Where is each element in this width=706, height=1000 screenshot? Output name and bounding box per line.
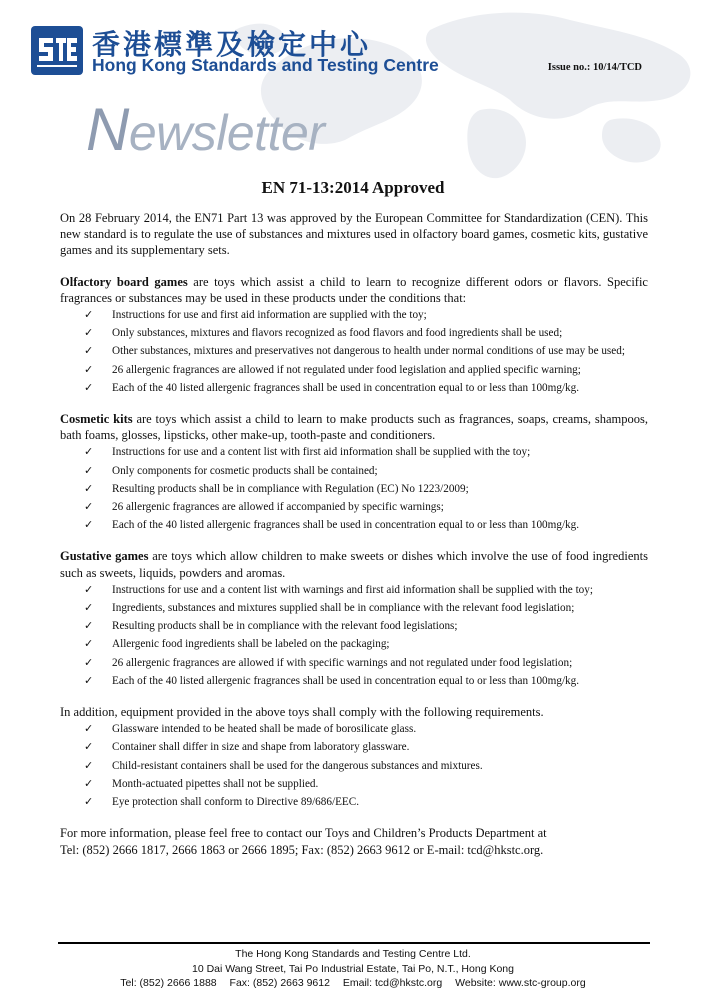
list-item-text: Only substances, mixtures and flavors recognized as food flavors and food ingredients shall be used; bbox=[112, 327, 563, 340]
check-icon: ✓ bbox=[84, 380, 94, 394]
section bbox=[60, 548, 648, 690]
section bbox=[60, 704, 648, 811]
list-item-text: Eye protection shall conform to Directive 89/686/EEC. bbox=[112, 796, 359, 809]
list-item-text: Instructions for use and first aid information are supplied with the toy; bbox=[112, 309, 427, 322]
footer-divider bbox=[58, 942, 650, 944]
article-body bbox=[60, 210, 648, 858]
check-icon: ✓ bbox=[84, 655, 94, 669]
check-icon: ✓ bbox=[84, 582, 94, 596]
list-item bbox=[60, 654, 648, 672]
section-term: Cosmetic kits bbox=[60, 412, 133, 427]
check-icon: ✓ bbox=[84, 500, 94, 514]
list-item-text: Month-actuated pipettes shall not be supplied. bbox=[112, 777, 319, 790]
footer-contact-line bbox=[0, 976, 706, 991]
check-icon: ✓ bbox=[84, 619, 94, 633]
section-lead bbox=[60, 274, 648, 306]
issue-number: Issue no.: 10/14/TCD bbox=[547, 62, 642, 73]
footer-tel: Tel: (852) 2666 1888 bbox=[120, 977, 217, 989]
list-item bbox=[60, 379, 648, 397]
newsletter-heading-initial: N bbox=[86, 96, 129, 163]
checklist bbox=[60, 306, 648, 397]
list-item-text: Glassware intended to be heated shall be made of borosilicate glass. bbox=[112, 723, 417, 736]
section-lead-text: are toys which assist a child to learn to recognize different odors or flavors. Specific fragrances or substances may be used in these products under the conditions that: bbox=[60, 274, 648, 305]
check-icon: ✓ bbox=[84, 326, 94, 340]
list-item-text: Resulting products shall be in compliance with the relevant food legislations; bbox=[112, 620, 458, 633]
list-item bbox=[60, 720, 648, 738]
check-icon: ✓ bbox=[84, 481, 94, 495]
sections-container bbox=[60, 274, 648, 812]
list-item-text: 26 allergenic fragrances are allowed if not regulated under food legislation and applied specific warning; bbox=[112, 363, 581, 376]
list-item bbox=[60, 738, 648, 756]
contact-line-1: For more information, please feel free to contact our Toys and Children’s Products Department at bbox=[60, 826, 547, 841]
check-icon: ✓ bbox=[84, 601, 94, 615]
list-item-text: Resulting products shall be in compliance with Regulation (EC) No 1223/2009; bbox=[112, 482, 469, 495]
footer-website[interactable]: Website: www.stc-group.org bbox=[455, 977, 586, 989]
list-item-text: Child-resistant containers shall be used for the dangerous substances and mixtures. bbox=[112, 759, 483, 772]
list-item bbox=[60, 516, 648, 534]
check-icon: ✓ bbox=[84, 362, 94, 376]
check-icon: ✓ bbox=[84, 344, 94, 358]
list-item-text: Instructions for use and a content list with first aid information shall be supplied with the toy; bbox=[112, 446, 531, 459]
list-item bbox=[60, 775, 648, 793]
footer-fax: Fax: (852) 2663 9612 bbox=[229, 977, 330, 989]
section-lead-text: are toys which allow children to make sweets or dishes which involve the use of food ingredients such as sweets, liquids, powders and aromas. bbox=[60, 549, 648, 580]
section-lead bbox=[60, 704, 648, 720]
check-icon: ✓ bbox=[84, 463, 94, 477]
list-item-text: 26 allergenic fragrances are allowed if accompanied by specific warnings; bbox=[112, 501, 444, 514]
contact-line-2: Tel: (852) 2666 1817, 2666 1863 or 2666 1895; Fax: (852) 2663 9612 or E-mail: tcd@hkstc.org. bbox=[60, 842, 544, 857]
section-lead-text: are toys which assist a child to learn to make products such as fragrances, soaps, creams, shampoos, bath foams, glosses, lipsticks, other make-up, tooth-paste and conditioners. bbox=[60, 412, 648, 443]
list-item bbox=[60, 342, 648, 360]
check-icon: ✓ bbox=[84, 308, 94, 322]
footer-company-name: The Hong Kong Standards and Testing Centre Ltd. bbox=[235, 948, 471, 960]
section-term: Gustative games bbox=[60, 549, 149, 564]
newsletter-heading-rest: ewsletter bbox=[128, 105, 325, 161]
list-item bbox=[60, 306, 648, 324]
list-item bbox=[60, 635, 648, 653]
list-item-text: Only components for cosmetic products shall be contained; bbox=[112, 464, 378, 477]
checklist bbox=[60, 581, 648, 690]
hkstc-logo-icon bbox=[31, 26, 83, 75]
check-icon: ✓ bbox=[84, 445, 94, 459]
intro-paragraph: On 28 February 2014, the EN71 Part 13 was approved by the European Committee for Standardization (CEN). This new standard is to regulate the use of substances and mixtures used in olfactory board games, cosmetic kits, gustative games and its supplementary sets. bbox=[60, 211, 648, 258]
footer-email[interactable]: Email: tcd@hkstc.org bbox=[342, 977, 443, 989]
section bbox=[60, 411, 648, 534]
footer-address: 10 Dai Wang Street, Tai Po Industrial Estate, Tai Po, N.T., Hong Kong bbox=[192, 962, 514, 975]
list-item-text: Each of the 40 listed allergenic fragrances shall be used in concentration equal to or less than 100mg/kg. bbox=[112, 519, 580, 532]
list-item-text: Allergenic food ingredients shall be labeled on the packaging; bbox=[112, 638, 390, 651]
section-term: Olfactory board games bbox=[60, 274, 188, 289]
list-item bbox=[60, 672, 648, 690]
list-item bbox=[60, 443, 648, 461]
list-item bbox=[60, 617, 648, 635]
list-item-text: Other substances, mixtures and preservatives not dangerous to health under normal conditions of use may be used; bbox=[112, 345, 625, 358]
list-item bbox=[60, 498, 648, 516]
list-item bbox=[60, 361, 648, 379]
list-item-text: Instructions for use and a content list with warnings and first aid information shall be supplied with the toy; bbox=[112, 583, 593, 596]
check-icon: ✓ bbox=[84, 518, 94, 532]
list-item-text: Ingredients, substances and mixtures supplied shall be in compliance with the relevant food legislation; bbox=[112, 602, 575, 615]
contact-info bbox=[60, 825, 648, 858]
footer bbox=[0, 947, 706, 991]
section-lead bbox=[60, 548, 648, 580]
check-icon: ✓ bbox=[84, 637, 94, 651]
list-item bbox=[60, 599, 648, 617]
list-item-text: Each of the 40 listed allergenic fragrances shall be used in concentration equal to or less than 100mg/kg. bbox=[112, 674, 580, 687]
list-item bbox=[60, 480, 648, 498]
newsletter-heading bbox=[86, 95, 324, 164]
check-icon: ✓ bbox=[84, 740, 94, 754]
list-item bbox=[60, 462, 648, 480]
section-lead bbox=[60, 411, 648, 443]
check-icon: ✓ bbox=[84, 776, 94, 790]
list-item bbox=[60, 324, 648, 342]
section bbox=[60, 274, 648, 397]
article-title: EN 71-13:2014 Approved bbox=[261, 178, 445, 197]
list-item bbox=[60, 793, 648, 811]
check-icon: ✓ bbox=[84, 795, 94, 809]
checklist bbox=[60, 720, 648, 811]
list-item bbox=[60, 581, 648, 599]
list-item-text: 26 allergenic fragrances are allowed if with specific warnings and not regulated under food legislation; bbox=[112, 656, 573, 669]
list-item-text: Container shall differ in size and shape from laboratory glassware. bbox=[112, 741, 410, 754]
section-lead-text: In addition, equipment provided in the above toys shall comply with the following requirements. bbox=[60, 705, 544, 720]
list-item bbox=[60, 757, 648, 775]
list-item-text: Each of the 40 listed allergenic fragrances shall be used in concentration equal to or less than 100mg/kg. bbox=[112, 381, 580, 394]
check-icon: ✓ bbox=[84, 722, 94, 736]
check-icon: ✓ bbox=[84, 758, 94, 772]
checklist bbox=[60, 443, 648, 534]
org-name-english: Hong Kong Standards and Testing Centre bbox=[92, 55, 439, 75]
org-name-chinese: 香港標準及檢定中心 bbox=[92, 28, 372, 61]
check-icon: ✓ bbox=[84, 673, 94, 687]
